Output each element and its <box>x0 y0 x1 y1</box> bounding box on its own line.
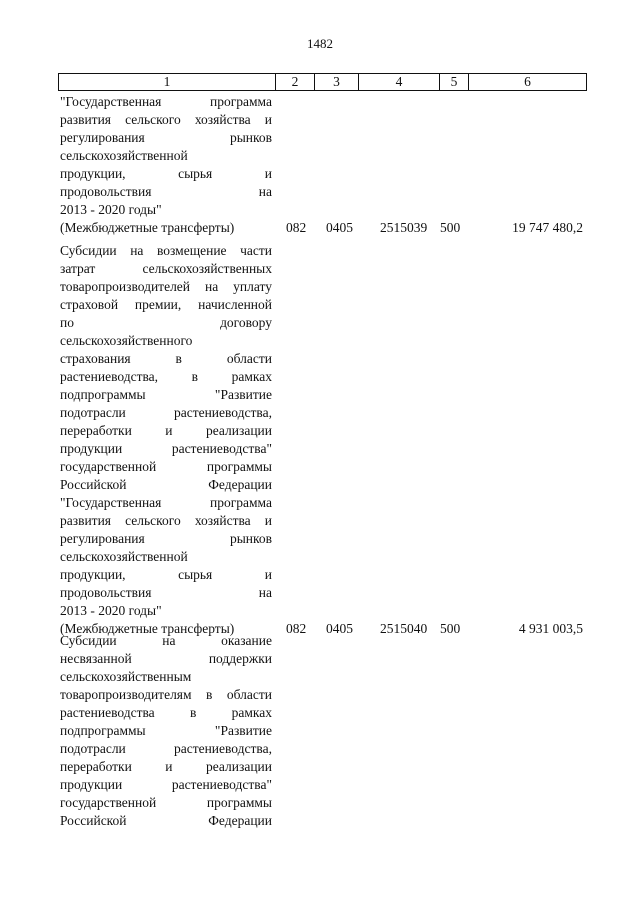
description-line: регулирования рынков <box>60 531 272 546</box>
description-line: "Государственная программа <box>60 495 272 510</box>
description-line: сельскохозяйственным <box>60 669 192 684</box>
description-line: переработки и реализации <box>60 759 272 774</box>
description-line: регулирования рынков <box>60 130 272 145</box>
column-header-6: 6 <box>469 74 587 91</box>
description-line: переработки и реализации <box>60 423 272 438</box>
description-line: страховой премии, начисленной <box>60 297 272 312</box>
description-line: развития сельского хозяйства и <box>60 112 272 127</box>
row-section-code: 0405 <box>326 621 353 636</box>
description-line: товаропроизводителей на уплату <box>60 279 272 294</box>
description-line: подпрограммы "Развитие <box>60 723 272 738</box>
row-description <box>60 93 272 237</box>
description-line: сельскохозяйственной <box>60 549 188 564</box>
description-line: сельскохозяйственного <box>60 333 193 348</box>
description-line: несвязанной поддержки <box>60 651 272 666</box>
description-line: страхования в области <box>60 351 272 366</box>
row-amount: 19 747 480,2 <box>512 220 583 235</box>
column-header-3: 3 <box>315 74 359 91</box>
column-header-5: 5 <box>440 74 469 91</box>
description-line: Российской Федерации <box>60 477 272 492</box>
row-description <box>60 242 272 638</box>
row-ministry-code: 082 <box>286 220 307 235</box>
description-line: сельскохозяйственной <box>60 148 188 163</box>
description-line: (Межбюджетные трансферты) <box>60 621 235 636</box>
page-number: 1482 <box>307 36 333 51</box>
row-section-code: 0405 <box>326 220 353 235</box>
description-line: растениеводства, в рамках <box>60 369 272 384</box>
row-expense-type-code: 500 <box>440 220 461 235</box>
description-line: 2013 - 2020 годы" <box>60 603 162 618</box>
description-line: государственной программы <box>60 795 272 810</box>
column-header-1: 1 <box>59 74 276 91</box>
description-line: 2013 - 2020 годы" <box>60 202 162 217</box>
description-line: Российской Федерации <box>60 813 272 828</box>
description-line: продовольствия на <box>60 585 272 600</box>
row-target-article-code: 2515039 <box>380 220 428 235</box>
description-line: Субсидии на возмещение части <box>60 243 272 258</box>
row-description <box>60 632 272 830</box>
column-header-2: 2 <box>276 74 315 91</box>
description-line: развития сельского хозяйства и <box>60 513 272 528</box>
row-amount: 4 931 003,5 <box>518 621 583 636</box>
column-header-4: 4 <box>359 74 440 91</box>
description-line: товаропроизводителям в области <box>60 687 272 702</box>
description-line: "Государственная программа <box>60 94 272 109</box>
description-line: по договору <box>60 315 272 330</box>
description-line: Субсидии на оказание <box>60 633 272 648</box>
description-line: продукции, сырья и <box>60 567 272 582</box>
description-line: продукции растениеводства" <box>60 777 272 792</box>
description-line: продукции, сырья и <box>60 166 272 181</box>
description-line: затрат сельскохозяйственных <box>60 261 272 276</box>
description-line: государственной программы <box>60 459 272 474</box>
column-header-table <box>58 73 587 91</box>
description-line: подотрасли растениеводства, <box>60 741 272 756</box>
description-line: подпрограммы "Развитие <box>60 387 272 402</box>
row-ministry-code: 082 <box>286 621 307 636</box>
description-line: растениеводства в рамках <box>60 705 272 720</box>
description-line: подотрасли растениеводства, <box>60 405 272 420</box>
description-line: (Межбюджетные трансферты) <box>60 220 235 235</box>
description-line: продовольствия на <box>60 184 272 199</box>
row-target-article-code: 2515040 <box>380 621 428 636</box>
row-expense-type-code: 500 <box>440 621 461 636</box>
column-header-row <box>59 74 587 91</box>
description-line: продукции растениеводства" <box>60 441 272 456</box>
